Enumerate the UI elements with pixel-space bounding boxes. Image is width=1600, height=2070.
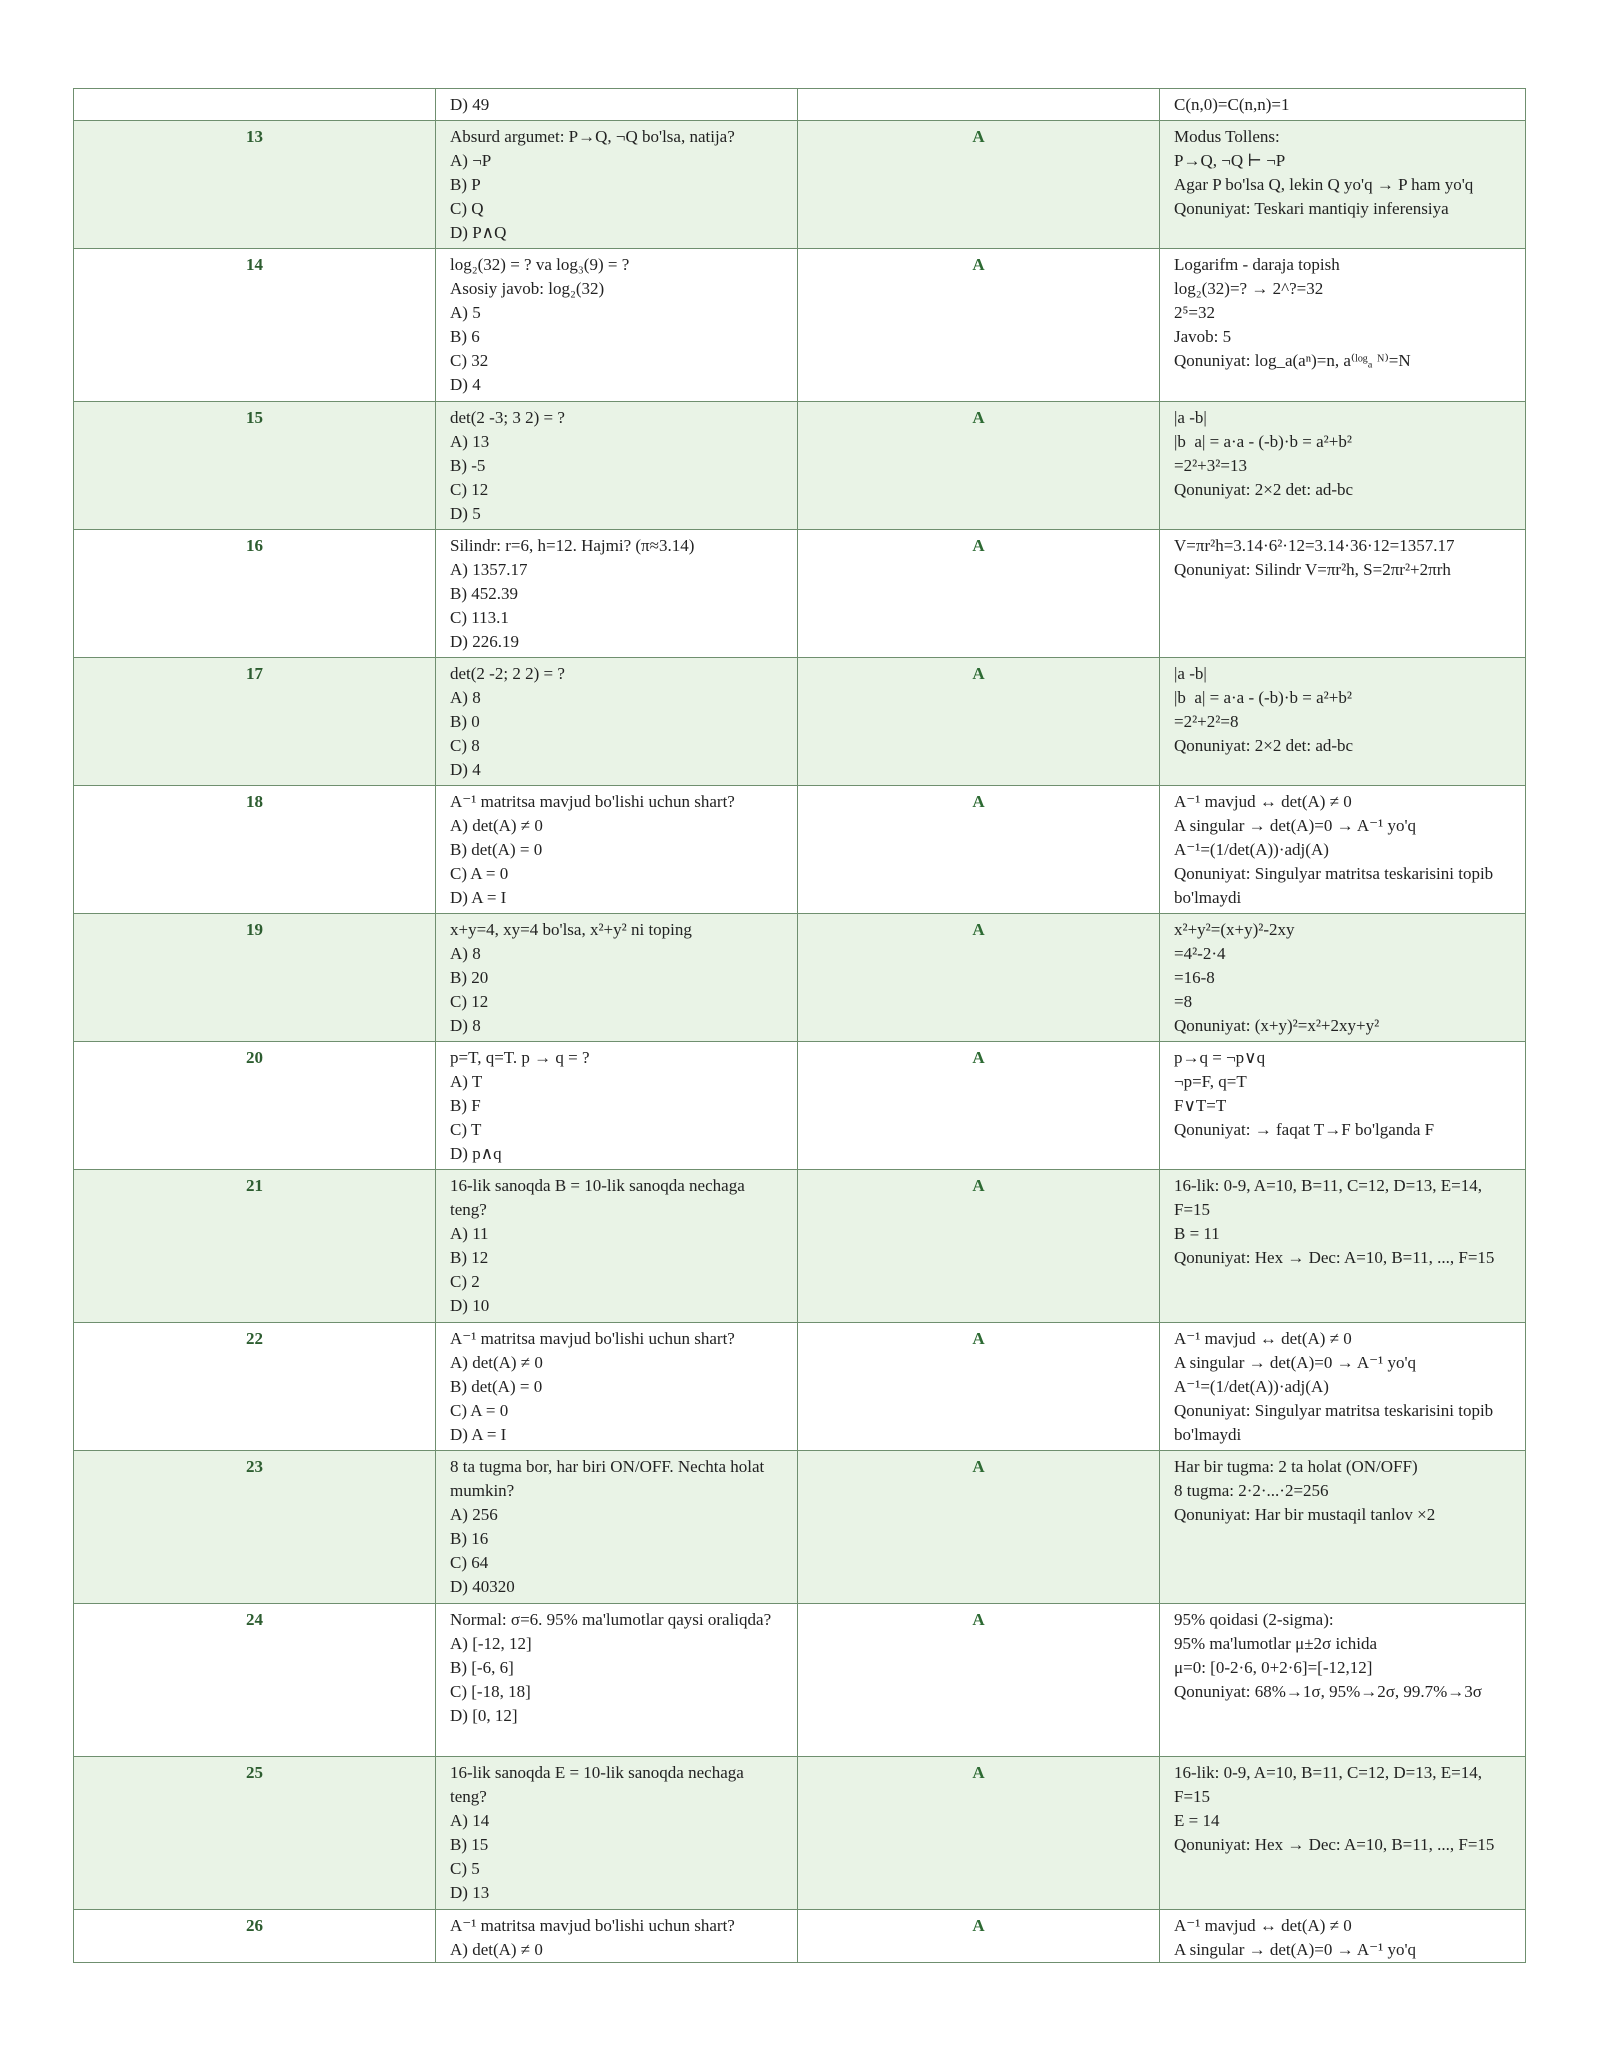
question-text: det(2 -3; 3 2) = ? [450, 408, 565, 427]
correct-answer: A [798, 1323, 1160, 1451]
question-number: 21 [74, 1170, 436, 1323]
explanation-line: Qonuniyat: Hex → Dec: A=10, B=11, ..., F=15 [1174, 1248, 1495, 1267]
question-cell [436, 121, 798, 249]
question-text: Normal: σ=6. 95% ma'lumotlar qaysi oraliqda? [450, 1610, 772, 1629]
explanation-cell [1160, 1910, 1526, 1963]
question-option: B) 15 [450, 1835, 489, 1854]
question-cell [436, 89, 798, 121]
question-option: D) 10 [450, 1296, 490, 1315]
explanation-line: F∨T=T [1174, 1096, 1227, 1115]
question-option: D) 226.19 [450, 632, 519, 651]
explanation-line: Qonuniyat: Hex → Dec: A=10, B=11, ..., F=15 [1174, 1835, 1495, 1854]
correct-answer: A [798, 249, 1160, 402]
correct-answer: A [798, 1170, 1160, 1323]
explanation-line: ¬p=F, q=T [1174, 1072, 1247, 1091]
question-option: B) 20 [450, 968, 489, 987]
question-option: B) 452.39 [450, 584, 518, 603]
explanation-line: 2⁵=32 [1174, 303, 1216, 322]
correct-answer: A [798, 121, 1160, 249]
question-option: B) det(A) = 0 [450, 840, 543, 859]
question-cell [436, 786, 798, 914]
explanation-line: Qonuniyat: 2×2 det: ad-bc [1174, 480, 1354, 499]
explanation-line: =16-8 [1174, 968, 1215, 987]
question-option: B) P [450, 175, 481, 194]
explanation-line: A singular → det(A)=0 → A⁻¹ yo'q [1174, 1940, 1417, 1959]
table-row [74, 1910, 1526, 1963]
question-number [74, 89, 436, 121]
question-option: D) 13 [450, 1883, 490, 1902]
question-cell [436, 914, 798, 1042]
question-option: D) 5 [450, 504, 481, 523]
question-option: D) 4 [450, 760, 481, 779]
question-option: D) [0, 12] [450, 1706, 518, 1725]
table-row [74, 658, 1526, 786]
question-cell [436, 530, 798, 658]
explanation-line: Qonuniyat: log_a(aⁿ)=n, a⁽ˡᵒᵍₐ ᴺ⁾=N [1174, 351, 1411, 370]
table-row [74, 1604, 1526, 1757]
explanation-line: 95% qoidasi (2-sigma): [1174, 1610, 1334, 1629]
question-option: A) det(A) ≠ 0 [450, 816, 543, 835]
correct-answer: A [798, 1042, 1160, 1170]
question-option: C) A = 0 [450, 864, 509, 883]
explanation-line: x²+y²=(x+y)²-2xy [1174, 920, 1295, 939]
question-text: 16-lik sanoqda E = 10-lik sanoqda nechaga teng? [450, 1763, 749, 1806]
explanation-cell [1160, 914, 1526, 1042]
explanation-line: |a -b| [1174, 664, 1207, 683]
question-option: C) 2 [450, 1272, 480, 1291]
table-row [74, 402, 1526, 530]
explanation-line: Qonuniyat: Har bir mustaqil tanlov ×2 [1174, 1505, 1436, 1524]
explanation-line: Modus Tollens: [1174, 127, 1280, 146]
explanation-line: Har bir tugma: 2 ta holat (ON/OFF) [1174, 1457, 1418, 1476]
explanation-line: 8 tugma: 2·2·...·2=256 [1174, 1481, 1329, 1500]
explanation-line: Qonuniyat: 68%→1σ, 95%→2σ, 99.7%→3σ [1174, 1682, 1482, 1701]
question-cell [436, 1451, 798, 1604]
explanation-line: C(n,0)=C(n,n)=1 [1174, 95, 1290, 114]
explanation-line: log₂(32)=? → 2^?=32 [1174, 279, 1324, 298]
correct-answer: A [798, 530, 1160, 658]
explanation-cell [1160, 530, 1526, 658]
explanation-line: A singular → det(A)=0 → A⁻¹ yo'q [1174, 816, 1417, 835]
question-cell [436, 402, 798, 530]
explanation-line: Qonuniyat: → faqat T→F bo'lganda F [1174, 1120, 1435, 1139]
question-option: B) 16 [450, 1529, 489, 1548]
question-option: Asosiy javob: log₂(32) [450, 279, 605, 298]
question-text: Absurd argumet: P→Q, ¬Q bo'lsa, natija? [450, 127, 735, 146]
question-option: A) det(A) ≠ 0 [450, 1353, 543, 1372]
question-option: D) A = I [450, 888, 507, 907]
question-option: C) 12 [450, 992, 489, 1011]
explanation-line: P→Q, ¬Q ⊢ ¬P [1174, 151, 1286, 170]
question-number: 25 [74, 1757, 436, 1910]
question-cell [436, 1604, 798, 1757]
explanation-line: =8 [1174, 992, 1193, 1011]
explanation-line: A⁻¹ mavjud ↔ det(A) ≠ 0 [1174, 1329, 1352, 1348]
correct-answer: A [798, 1604, 1160, 1757]
question-cell [436, 1042, 798, 1170]
question-option: B) F [450, 1096, 481, 1115]
question-option: B) 6 [450, 327, 480, 346]
question-option: C) 64 [450, 1553, 489, 1572]
question-option: C) [-18, 18] [450, 1682, 531, 1701]
explanation-line: 95% ma'lumotlar μ±2σ ichida [1174, 1634, 1377, 1653]
question-number: 13 [74, 121, 436, 249]
explanation-line: A⁻¹ mavjud ↔ det(A) ≠ 0 [1174, 1916, 1352, 1935]
explanation-line: A⁻¹=(1/det(A))·adj(A) [1174, 1377, 1329, 1396]
question-option: D) 8 [450, 1016, 481, 1035]
explanation-line: Qonuniyat: Singulyar matritsa teskarisini topib bo'lmaydi [1174, 1401, 1498, 1444]
explanation-line: =4²-2·4 [1174, 944, 1226, 963]
explanation-line: μ=0: [0-2·6, 0+2·6]=[-12,12] [1174, 1658, 1373, 1677]
question-number: 16 [74, 530, 436, 658]
explanation-cell [1160, 121, 1526, 249]
question-option: A) ¬P [450, 151, 492, 170]
question-text: A⁻¹ matritsa mavjud bo'lishi uchun shart? [450, 1329, 735, 1348]
question-option: A) 14 [450, 1811, 490, 1830]
question-number: 17 [74, 658, 436, 786]
question-cell [436, 249, 798, 402]
explanation-cell [1160, 1042, 1526, 1170]
question-option: C) 32 [450, 351, 489, 370]
correct-answer: A [798, 658, 1160, 786]
question-option: C) 8 [450, 736, 480, 755]
explanation-line: |b a| = a·a - (-b)·b = a²+b² [1174, 432, 1352, 451]
explanation-line: Agar P bo'lsa Q, lekin Q yo'q → P ham yo'q [1174, 175, 1474, 194]
explanation-line: A⁻¹ mavjud ↔ det(A) ≠ 0 [1174, 792, 1352, 811]
question-option: A) 8 [450, 944, 481, 963]
explanation-cell [1160, 89, 1526, 121]
question-text: 8 ta tugma bor, har biri ON/OFF. Nechta holat mumkin? [450, 1457, 769, 1500]
table-row [74, 1170, 1526, 1323]
explanation-line: Qonuniyat: (x+y)²=x²+2xy+y² [1174, 1016, 1380, 1035]
question-number: 14 [74, 249, 436, 402]
question-text: 16-lik sanoqda B = 10-lik sanoqda nechaga teng? [450, 1176, 749, 1219]
explanation-line: Qonuniyat: 2×2 det: ad-bc [1174, 736, 1354, 755]
correct-answer: A [798, 914, 1160, 1042]
explanation-line: Qonuniyat: Teskari mantiqiy inferensiya [1174, 199, 1449, 218]
explanation-line: B = 11 [1174, 1224, 1220, 1243]
table-row [74, 1042, 1526, 1170]
explanation-cell [1160, 1451, 1526, 1604]
question-option: D) 49 [450, 95, 490, 114]
question-option: B) -5 [450, 456, 486, 475]
explanation-line: 16-lik: 0-9, A=10, B=11, C=12, D=13, E=14, F=15 [1174, 1176, 1487, 1219]
question-option: A) T [450, 1072, 483, 1091]
correct-answer: A [798, 1910, 1160, 1963]
explanation-line: =2²+3²=13 [1174, 456, 1247, 475]
question-number: 20 [74, 1042, 436, 1170]
question-cell [436, 1757, 798, 1910]
correct-answer: A [798, 1451, 1160, 1604]
correct-answer [798, 89, 1160, 121]
explanation-line: A singular → det(A)=0 → A⁻¹ yo'q [1174, 1353, 1417, 1372]
table-row [74, 249, 1526, 402]
question-cell [436, 658, 798, 786]
question-cell [436, 1910, 798, 1963]
question-option: B) 12 [450, 1248, 489, 1267]
question-option: A) det(A) ≠ 0 [450, 1940, 543, 1959]
question-option: D) A = I [450, 1425, 507, 1444]
explanation-line: Javob: 5 [1174, 327, 1232, 346]
question-option: A) [-12, 12] [450, 1634, 532, 1653]
question-option: A) 1357.17 [450, 560, 528, 579]
table-row [74, 786, 1526, 914]
question-text: x+y=4, xy=4 bo'lsa, x²+y² ni toping [450, 920, 692, 939]
question-option: D) P∧Q [450, 223, 507, 242]
explanation-line: V=πr²h=3.14·6²·12=3.14·36·12=1357.17 [1174, 536, 1455, 555]
questions-table-body [74, 89, 1526, 1963]
question-option: A) 11 [450, 1224, 489, 1243]
question-number: 22 [74, 1323, 436, 1451]
table-row [74, 89, 1526, 121]
explanation-cell [1160, 1170, 1526, 1323]
question-option: D) 40320 [450, 1577, 515, 1596]
correct-answer: A [798, 402, 1160, 530]
question-number: 26 [74, 1910, 436, 1963]
question-option: C) 12 [450, 480, 489, 499]
explanation-line: |b a| = a·a - (-b)·b = a²+b² [1174, 688, 1352, 707]
explanation-line: Qonuniyat: Silindr V=πr²h, S=2πr²+2πrh [1174, 560, 1451, 579]
question-number: 24 [74, 1604, 436, 1757]
question-option: D) p∧q [450, 1144, 502, 1163]
question-option: A) 256 [450, 1505, 498, 1524]
explanation-line: E = 14 [1174, 1811, 1220, 1830]
correct-answer: A [798, 1757, 1160, 1910]
question-option: D) 4 [450, 375, 481, 394]
question-option: C) 113.1 [450, 608, 509, 627]
question-text: A⁻¹ matritsa mavjud bo'lishi uchun shart? [450, 1916, 735, 1935]
question-number: 18 [74, 786, 436, 914]
question-option: B) [-6, 6] [450, 1658, 514, 1677]
question-option: B) 0 [450, 712, 480, 731]
explanation-cell [1160, 1757, 1526, 1910]
question-text: det(2 -2; 2 2) = ? [450, 664, 565, 683]
question-option: C) 5 [450, 1859, 480, 1878]
question-option: C) A = 0 [450, 1401, 509, 1420]
explanation-cell [1160, 249, 1526, 402]
explanation-line: |a -b| [1174, 408, 1207, 427]
table-row [74, 530, 1526, 658]
question-number: 23 [74, 1451, 436, 1604]
explanation-line: Qonuniyat: Singulyar matritsa teskarisini topib bo'lmaydi [1174, 864, 1498, 907]
explanation-cell [1160, 658, 1526, 786]
table-row [74, 914, 1526, 1042]
question-cell [436, 1170, 798, 1323]
explanation-cell [1160, 1323, 1526, 1451]
table-row [74, 1757, 1526, 1910]
explanation-cell [1160, 786, 1526, 914]
question-number: 19 [74, 914, 436, 1042]
explanation-line: p→q = ¬p∨q [1174, 1048, 1266, 1067]
question-option: C) Q [450, 199, 484, 218]
explanation-line: =2²+2²=8 [1174, 712, 1239, 731]
question-text: Silindr: r=6, h=12. Hajmi? (π≈3.14) [450, 536, 695, 555]
explanation-line: 16-lik: 0-9, A=10, B=11, C=12, D=13, E=14, F=15 [1174, 1763, 1487, 1806]
correct-answer: A [798, 786, 1160, 914]
question-number: 15 [74, 402, 436, 530]
table-row [74, 1451, 1526, 1604]
question-option: B) det(A) = 0 [450, 1377, 543, 1396]
question-text: p=T, q=T. p → q = ? [450, 1048, 590, 1067]
explanation-cell [1160, 1604, 1526, 1757]
question-cell [436, 1323, 798, 1451]
table-row [74, 121, 1526, 249]
question-text: A⁻¹ matritsa mavjud bo'lishi uchun shart? [450, 792, 735, 811]
question-option: C) T [450, 1120, 482, 1139]
question-option: A) 13 [450, 432, 490, 451]
table-row [74, 1323, 1526, 1451]
question-text: log₂(32) = ? va log₃(9) = ? [450, 255, 630, 274]
explanation-cell [1160, 402, 1526, 530]
explanation-line: Logarifm - daraja topish [1174, 255, 1340, 274]
question-option: A) 8 [450, 688, 481, 707]
explanation-line: A⁻¹=(1/det(A))·adj(A) [1174, 840, 1329, 859]
questions-table [73, 88, 1526, 1963]
question-option: A) 5 [450, 303, 481, 322]
